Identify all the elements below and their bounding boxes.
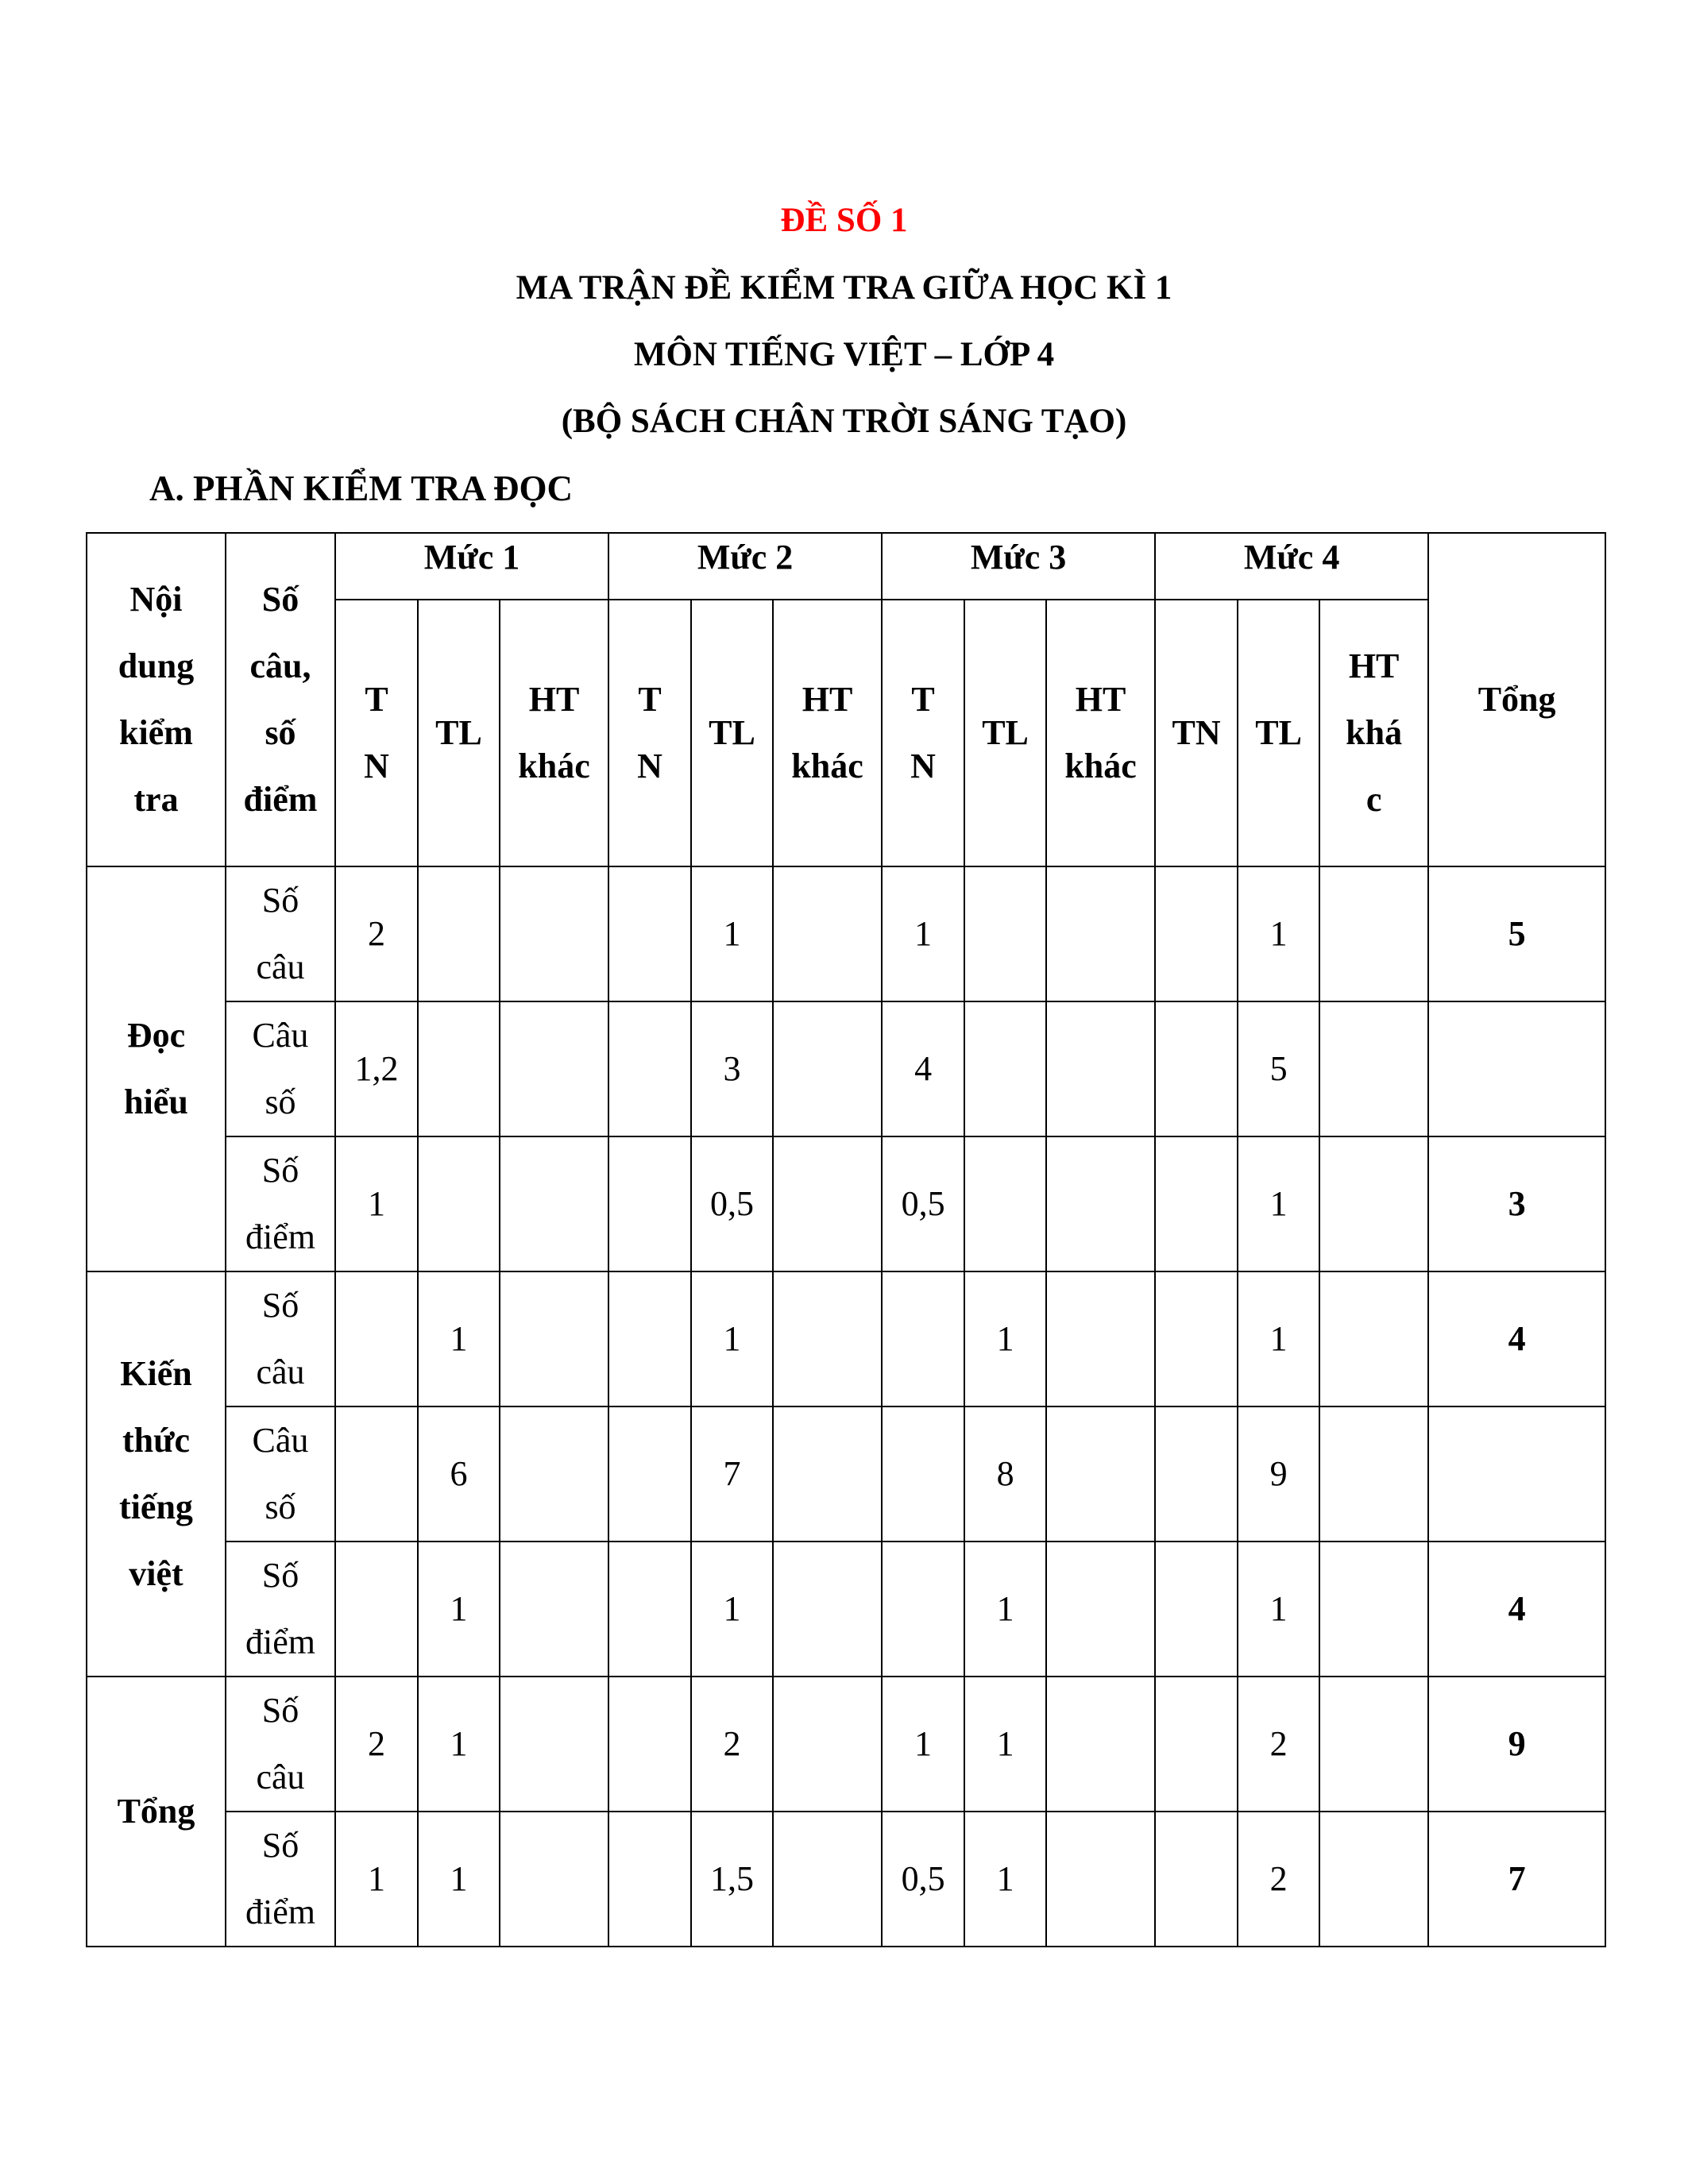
subheader-tn [608,600,691,866]
row-label [226,1812,335,1947]
row-label-line: Số [261,1556,299,1595]
row-label [226,1136,335,1271]
row-label [226,1677,335,1812]
value-cell [1238,1677,1319,1812]
value-cell [1046,1542,1155,1677]
value-cell [964,1677,1046,1812]
value-cell [335,1812,418,1947]
cell-value: 1 [723,914,741,953]
value-cell [500,1406,608,1542]
value-cell [608,1271,691,1406]
cell-value: 2 [1269,1859,1288,1898]
cell-value: 5 [1269,1049,1288,1088]
value-cell [1238,1271,1319,1406]
subheader-tl-label: TL [435,713,482,752]
value-cell [1046,1001,1155,1136]
header-tong-label: Tổng [1477,680,1556,719]
value-cell [418,1542,500,1677]
value-cell [608,1677,691,1812]
row-label-line: Số [261,1286,299,1325]
value-cell [1238,1812,1319,1947]
subheader-tn-line: N [637,747,662,785]
row-label-line: Số [261,1826,299,1865]
value-cell [608,1542,691,1677]
group-label-line: Kiến [120,1354,192,1393]
cell-value: 1 [450,1589,468,1628]
value-cell [1319,1677,1428,1812]
value-cell [1155,1271,1238,1406]
value-cell [335,1271,418,1406]
value-cell [773,1136,882,1271]
total-value: 4 [1508,1319,1526,1358]
subheader-ht-khac [500,600,608,866]
value-cell [691,1271,773,1406]
total-cell [1428,1677,1605,1812]
subheader-tl [418,600,500,866]
subheader-tn-line: N [910,747,936,785]
row-label-line: số [265,1488,296,1526]
subheader-ht-line: HT [1075,680,1126,719]
value-cell [1238,1001,1319,1136]
group-label-line: Tổng [117,1792,195,1831]
subheader-tl [691,600,773,866]
section-title: A. PHẦN KIỂM TRA ĐỌC [149,469,573,508]
value-cell [418,1136,500,1271]
subheader-tn-line: T [638,680,662,719]
value-cell [418,1001,500,1136]
value-cell [1238,1542,1319,1677]
value-cell [1046,1136,1155,1271]
cell-value: 0,5 [901,1859,945,1898]
value-cell [691,1542,773,1677]
value-cell [773,866,882,1001]
subheader-ht-line: c [1365,780,1382,819]
cell-value: 2 [723,1724,741,1763]
value-cell [418,866,500,1001]
row-label [226,1271,335,1406]
value-cell [773,1542,882,1677]
value-cell [608,866,691,1001]
value-cell [882,1542,964,1677]
subheader-ht-line: khác [518,747,590,785]
subheader-tl-label: TL [709,713,755,752]
table-row [87,1001,1605,1136]
value-cell [964,1542,1046,1677]
total-cell [1428,1136,1605,1271]
subheader-ht-line: khác [1064,747,1137,785]
subheader-ht-khac [1046,600,1155,866]
value-cell [1046,1406,1155,1542]
value-cell [882,1271,964,1406]
cell-value: 1 [450,1859,468,1898]
row-label [226,1542,335,1677]
group-label-line: thức [122,1421,191,1460]
cell-value: 2 [368,1724,385,1763]
total-value: 3 [1508,1184,1526,1223]
value-cell [500,1271,608,1406]
value-cell [1155,1001,1238,1136]
cell-value: 1 [1269,1589,1288,1628]
value-cell [1046,1271,1155,1406]
total-value: 5 [1508,914,1526,953]
subheader-tn-line: T [365,680,388,719]
value-cell [1319,1001,1428,1136]
cell-value: 1,2 [354,1049,399,1088]
cell-value: 1 [723,1589,741,1628]
value-cell [608,1406,691,1542]
group-label-line: hiểu [124,1082,188,1121]
value-cell [691,866,773,1001]
row-label-line: câu [256,1758,305,1796]
row-label-line: Số [261,1151,299,1190]
value-cell [335,1136,418,1271]
cell-value: 1 [450,1319,468,1358]
row-label-line: câu [256,1352,305,1391]
row-label [226,1406,335,1542]
value-cell [1046,866,1155,1001]
header-level-label: Mức 3 [970,538,1067,577]
value-cell [608,1136,691,1271]
cell-value: 1 [1269,1184,1288,1223]
value-cell [500,866,608,1001]
cell-value: 1 [914,1724,933,1763]
value-cell [882,1001,964,1136]
header-row-levels [87,533,1605,600]
cell-value: 3 [723,1049,741,1088]
value-cell [882,1812,964,1947]
cell-value: 1 [368,1184,385,1223]
table-row [87,866,1605,1001]
subheader-ht-khac [1319,600,1428,866]
row-label-line: Câu [252,1016,309,1055]
group-label [87,866,226,1271]
total-cell [1428,866,1605,1001]
exam-number: ĐỀ SỐ 1 [780,202,908,239]
value-cell [1319,1271,1428,1406]
cell-value: 1 [723,1319,741,1358]
value-cell [1319,1542,1428,1677]
value-cell [1046,1677,1155,1812]
value-cell [500,1812,608,1947]
value-cell [691,1677,773,1812]
header-level-label: Mức 2 [697,538,794,577]
value-cell [1155,1542,1238,1677]
cell-value: 1 [996,1319,1014,1358]
cell-value: 7 [723,1454,741,1493]
value-cell [500,1136,608,1271]
cell-value: 1 [1269,914,1288,953]
subheader-ht-line: HT [528,680,580,719]
row-label-line: số [265,1082,296,1121]
value-cell [964,866,1046,1001]
row-label-line: Số [261,1691,299,1730]
cell-value: 8 [996,1454,1014,1493]
row-label-line: Câu [252,1421,309,1460]
total-cell [1428,1542,1605,1677]
total-cell [1428,1271,1605,1406]
cell-value: 4 [914,1049,933,1088]
header-level-label: Mức 4 [1243,538,1340,577]
cell-value: 1 [996,1589,1014,1628]
value-cell [773,1812,882,1947]
cell-value: 0,5 [710,1184,755,1223]
value-cell [608,1812,691,1947]
title-line-1: MA TRẬN ĐỀ KIỂM TRA GIỮA HỌC KÌ 1 [516,269,1172,307]
value-cell [608,1001,691,1136]
value-cell [1155,1677,1238,1812]
value-cell [691,1136,773,1271]
group-label-line: tiếng [119,1488,193,1526]
value-cell [964,1812,1046,1947]
subheader-tl [964,600,1046,866]
total-cell [1428,1001,1605,1136]
header-level-label: Mức 1 [423,538,520,577]
subheader-ht-line: khác [791,747,863,785]
subheader-tl [1238,600,1319,866]
subheader-tn [335,600,418,866]
value-cell [335,1406,418,1542]
assessment-matrix-table [86,532,1606,1947]
value-cell [418,1406,500,1542]
subheader-tn-line: T [911,680,935,719]
value-cell [500,1677,608,1812]
header-so-cau-line: Số [261,580,299,619]
group-label [87,1271,226,1677]
header-level-4 [1155,533,1428,600]
table-row [87,1136,1605,1271]
row-label-line: câu [256,947,305,986]
value-cell [882,1406,964,1542]
value-cell [1155,1136,1238,1271]
table-row [87,1542,1605,1677]
value-cell [1155,1406,1238,1542]
subheader-tn [882,600,964,866]
subheader-tn-line: N [364,747,389,785]
value-cell [691,1812,773,1947]
value-cell [335,866,418,1001]
value-cell [882,1677,964,1812]
table-row [87,1271,1605,1406]
value-cell [1319,866,1428,1001]
value-cell [691,1406,773,1542]
header-level-2 [608,533,882,600]
value-cell [418,1812,500,1947]
cell-value: 1 [1269,1319,1288,1358]
value-cell [335,1542,418,1677]
subheader-tl-label: TL [982,713,1029,752]
cell-value: 2 [368,914,385,953]
value-cell [882,1136,964,1271]
header-so-cau-line: số [265,713,296,752]
cell-value: 1 [914,914,933,953]
row-label-line: Số [261,881,299,920]
subheader-ht-line: HT [1348,646,1400,685]
value-cell [1046,1812,1155,1947]
subheader-ht-line: HT [802,680,853,719]
value-cell [882,866,964,1001]
row-label [226,1001,335,1136]
row-label [226,866,335,1001]
cell-value: 1 [996,1859,1014,1898]
group-label-line: Đọc [126,1016,186,1055]
value-cell [773,1677,882,1812]
total-value: 4 [1508,1589,1526,1628]
cell-value: 0,5 [901,1184,945,1223]
subheader-ht-line: khá [1346,713,1403,752]
total-cell [1428,1406,1605,1542]
header-noi-dung-line: dung [118,646,195,685]
value-cell [964,1406,1046,1542]
row-label-line: điểm [245,1623,315,1661]
header-noi-dung-line: Nội [129,580,183,619]
value-cell [1155,866,1238,1001]
value-cell [335,1677,418,1812]
value-cell [964,1271,1046,1406]
row-label-line: điểm [245,1217,315,1256]
value-cell [418,1677,500,1812]
subheader-tn-label: TN [1172,713,1221,752]
table-row [87,1812,1605,1947]
header-level-3 [882,533,1155,600]
header-level-1 [335,533,608,600]
value-cell [1238,866,1319,1001]
table-row [87,1406,1605,1542]
header-noi-dung-line: tra [133,780,179,819]
value-cell [1319,1812,1428,1947]
value-cell [500,1542,608,1677]
value-cell [964,1001,1046,1136]
subheader-ht-khac [773,600,882,866]
value-cell [418,1271,500,1406]
total-cell [1428,1812,1605,1947]
value-cell [1238,1136,1319,1271]
value-cell [773,1406,882,1542]
cell-value: 9 [1269,1454,1288,1493]
cell-value: 1 [996,1724,1014,1763]
header-tong [1428,533,1605,866]
cell-value: 1 [450,1724,468,1763]
cell-value: 1 [368,1859,385,1898]
value-cell [1319,1406,1428,1542]
title-line-2: MÔN TIẾNG VIỆT – LỚP 4 [633,336,1055,373]
table-row [87,1677,1605,1812]
value-cell [964,1136,1046,1271]
total-value: 7 [1508,1859,1526,1898]
cell-value: 1,5 [710,1859,755,1898]
header-so-cau-line: câu, [249,646,311,685]
header-noi-dung-line: kiểm [119,713,193,752]
value-cell [1319,1136,1428,1271]
header-so-cau-line: điểm [243,780,318,819]
value-cell [691,1001,773,1136]
total-value: 9 [1508,1724,1526,1763]
value-cell [1238,1406,1319,1542]
value-cell [773,1001,882,1136]
cell-value: 2 [1269,1724,1288,1763]
header-so-cau-so-diem [226,533,335,866]
subheader-tn [1155,600,1238,866]
title-line-3: (BỘ SÁCH CHÂN TRỜI SÁNG TẠO) [561,403,1127,440]
value-cell [1155,1812,1238,1947]
group-label-line: việt [129,1554,183,1593]
value-cell [335,1001,418,1136]
subheader-tl-label: TL [1255,713,1302,752]
header-noi-dung [87,533,226,866]
value-cell [773,1271,882,1406]
row-label-line: điểm [245,1893,315,1931]
cell-value: 6 [450,1454,468,1493]
group-label [87,1677,226,1947]
value-cell [500,1001,608,1136]
